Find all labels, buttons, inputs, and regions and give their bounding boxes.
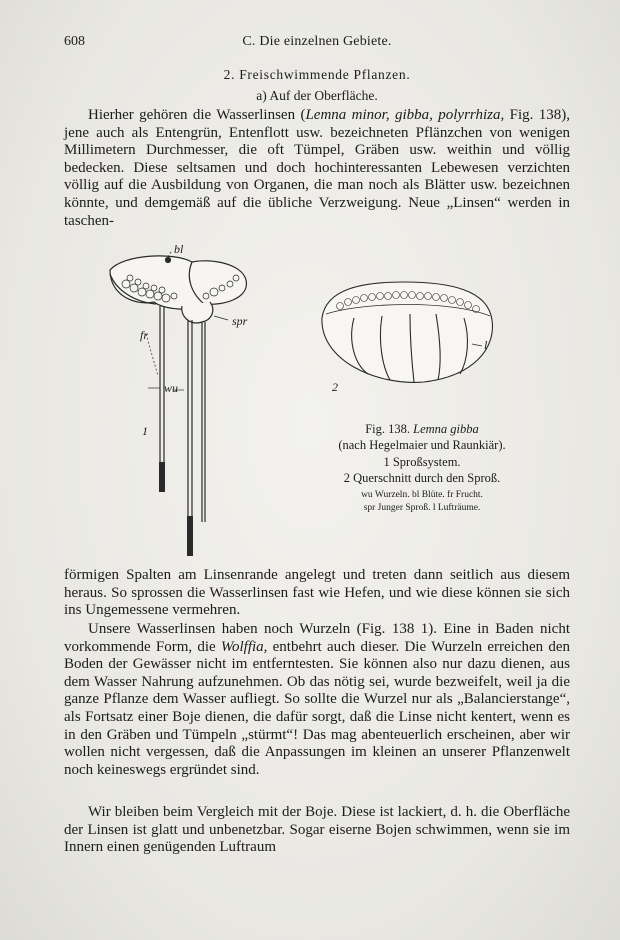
- figure-caption-title: [294, 422, 550, 438]
- paragraph-2: förmigen Spalten am Linsenrande angelegt und treten dann seitlich aus diesem heraus. So sprossen die Wasserlinsen fast wie Hefen, und wie diese können sie sich ins Ungemessene vermehren.: [64, 567, 570, 619]
- figure-caption-source: (nach Hegelmaier und Raunkiär).: [338, 438, 506, 452]
- label-fr: fr: [140, 328, 149, 342]
- figure-legend-line-2: spr Junger Sproß. l Lufträume.: [363, 503, 481, 513]
- label-2: 2: [332, 380, 338, 394]
- paragraph-1: [64, 107, 570, 230]
- genus-wolffia: Wolffia,: [220, 638, 268, 655]
- figure-138: [64, 240, 570, 565]
- subsection-title: a) Auf der Oberfläche.: [256, 88, 378, 103]
- label-l: l: [484, 338, 488, 352]
- label-spr: spr: [232, 314, 248, 328]
- paragraph-3-text-a: Unsere Wasserlinsen haben noch Wurzeln (Fig. 138 1). Eine in Baden nicht vorkommende Form, die: [64, 621, 570, 655]
- page-number: 608: [64, 34, 85, 49]
- figure-caption-line-1: 1 Sproßsystem.: [383, 455, 461, 469]
- lemna-sprout-drawing: [110, 250, 246, 556]
- paragraph-3-text-b: entbehrt auch dieser. Die Wurzeln erreichen den Boden der Gewässer nicht im entferntesten. Sie können also nur dazu dienen, aus dem Wasser Nahrung aufzunehmen. Ob das nötig sei, wurde bezweifelt, weil ja die ganze Pflanze dem Wasser aufliegt. So sollte die Wurzel nur als „Balancierstange“, als Fortsatz einer Boje dienen, die dafür sorgt, daß die Linse nicht kentert, wenn es in den Gräben und Tümpeln „stürmt“! Das mag abenteuerlich erscheinen, aber wir wollen nicht vergessen, daß die Anpassungen im kleinen an unserer Pflanzenwelt noch keineswegs ergründet sind.: [64, 638, 570, 778]
- figure-legend-line-1: wu Wurzeln. bl Blüte. fr Frucht.: [361, 490, 483, 500]
- caption-species: Lemna gibba: [413, 422, 479, 436]
- section-title: 2. Freischwimmende Pflanzen.: [223, 67, 411, 82]
- page-header: [64, 34, 570, 54]
- label-1: 1: [142, 424, 148, 438]
- paragraph-4: Wir bleiben beim Vergleich mit der Boje. Diese ist lackiert, d. h. die Oberfläche der Linsen ist glatt und unbenetzbar. Sogar eiserne Bojen schwimmen, wenn sie im Innern einen genügenden Luftraum: [64, 804, 570, 856]
- label-bl: bl: [174, 242, 184, 256]
- caption-fig-number: Fig. 138.: [365, 422, 414, 436]
- paragraph-3: [64, 621, 570, 779]
- lemna-cross-section-drawing: [322, 282, 493, 382]
- paragraph-1-text-a: Hierher gehören die Wasserlinsen (: [88, 107, 306, 123]
- figure-caption-line-2: 2 Querschnitt durch den Sproß.: [343, 471, 501, 485]
- running-head: C. Die einzelnen Gebiete.: [242, 34, 392, 49]
- species-list: Lemna minor, gibba, polyrrhiza,: [305, 107, 505, 123]
- figure-illustration: [64, 240, 570, 565]
- label-wu: wu: [164, 381, 179, 395]
- paragraph-1-text-b: Fig. 138), jene auch als Entengrün, Entenflott usw. bezeichneten Pflänzchen von wenigen Millimetern Durchmesser, die oft Tümpel, Gräben usw. weithin und völlig bedecken. Diese seltsamen und doch hochinteressanten Lebewesen verzichten völlig auf die Ausbildung von Organen, die man noch als Blätter usw. bezeichnen könnte, und demgemäß auf die übliche Verzweigung. Neue „Linsen“ werden in taschen-: [64, 107, 570, 229]
